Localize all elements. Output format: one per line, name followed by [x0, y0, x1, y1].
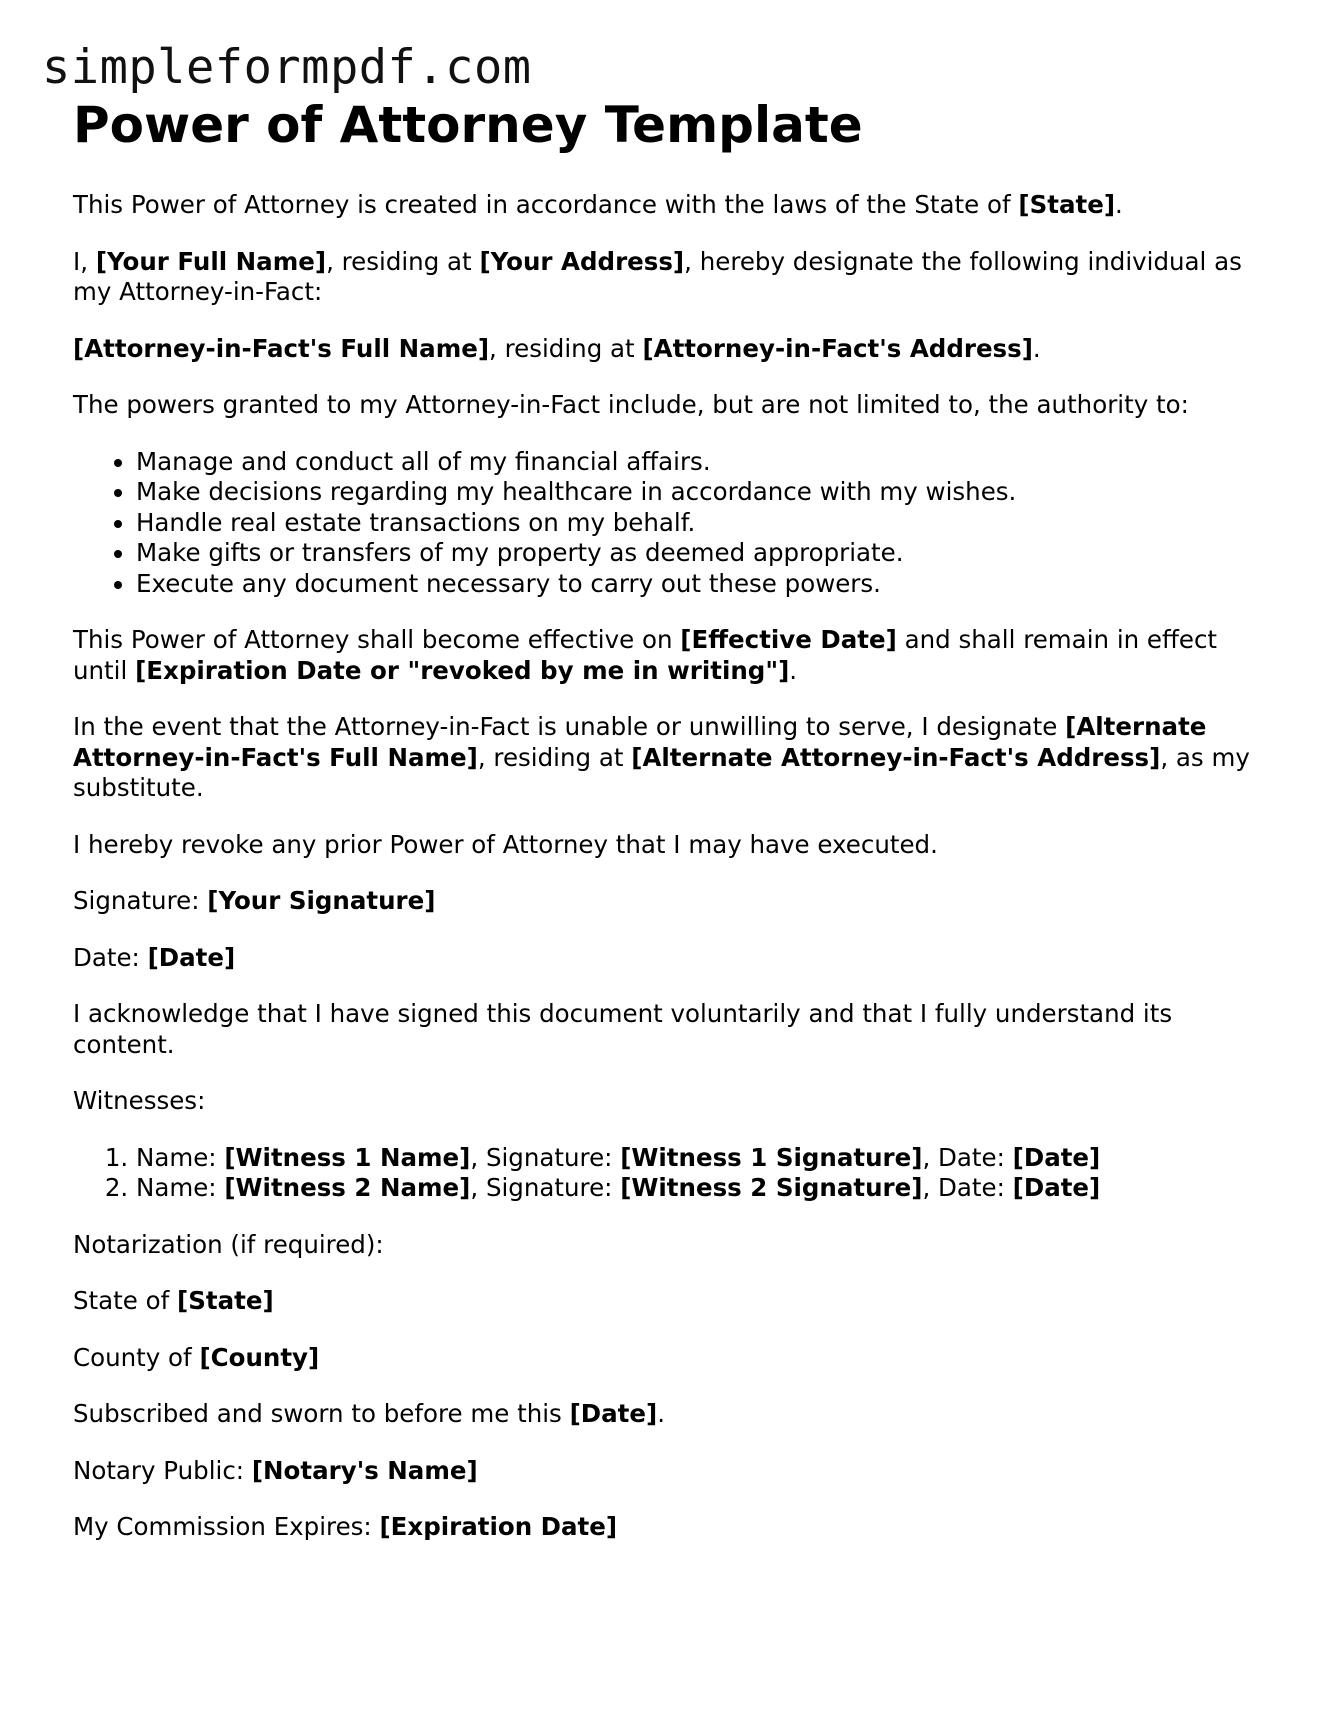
witnesses-list [73, 1143, 1263, 1204]
alternate-paragraph: In the event that the Attorney-in-Fact is unable or unwilling to serve, I designate [Alternate Attorney-in-Fact's Full Name], residing at [Alternate Attorney-in-Fact's Address], as my substitute. [73, 712, 1250, 802]
effective-date-placeholder: [Effective Date] [680, 625, 897, 654]
signature-placeholder: [Your Signature] [207, 886, 436, 915]
list-item: 2. Name: [Witness 2 Name], Signature: [Witness 2 Signature], Date: [Date] [136, 1173, 1263, 1204]
watermark: simpleformpdf.com [42, 40, 532, 95]
intro-paragraph: This Power of Attorney is created in accordance with the laws of the State of [State]. [73, 190, 1123, 219]
principal-paragraph: I, [Your Full Name], residing at [Your Address], hereby designate the following individual as my Attorney-in-Fact: [73, 246, 1242, 306]
principal-address-placeholder: [Your Address] [479, 246, 685, 276]
list-item: • Make gifts or transfers of my property as deemed appropriate. [136, 538, 1263, 569]
commission-date-placeholder: [Expiration Date] [379, 1512, 618, 1541]
witness-date-placeholder: [Date] [1012, 1173, 1101, 1202]
page-title: Power of Attorney Template [73, 96, 863, 154]
notary-name-placeholder: [Notary's Name] [251, 1455, 478, 1485]
alternate-name-placeholder: [Alternate Attorney-in-Fact's Full Name] [73, 712, 1207, 772]
witness-signature-placeholder: [Witness 1 Signature] [620, 1142, 923, 1172]
signature-line: Signature: [Your Signature] [73, 886, 436, 915]
list-item: • Handle real estate transactions on my behalf. [136, 508, 1263, 539]
list-item: 1. Name: [Witness 1 Name], Signature: [Witness 1 Signature], Date: [Date] [136, 1143, 1263, 1174]
witness-signature-placeholder: [Witness 2 Signature] [620, 1173, 923, 1202]
acknowledge-paragraph: I acknowledge that I have signed this document voluntarily and that I fully understand its content. [73, 999, 1173, 1059]
powers-intro: The powers granted to my Attorney-in-Fact include, but are not limited to, the authority to: [73, 390, 1189, 419]
list-item: • Execute any document necessary to carry out these powers. [136, 569, 1263, 600]
notary-state-placeholder: [State] [177, 1286, 274, 1315]
effective-paragraph: This Power of Attorney shall become effective on [Effective Date] and shall remain in effect until [Expiration Date or "revoked by me in writing"]. [73, 625, 1218, 685]
sworn-line: Subscribed and sworn to before me this [Date]. [73, 1399, 665, 1428]
document-body [73, 90, 1263, 1569]
revoke-paragraph: I hereby revoke any prior Power of Attorney that I may have executed. [73, 829, 938, 859]
list-item: • Manage and conduct all of my financial affairs. [136, 447, 1263, 478]
commission-line: My Commission Expires: [Expiration Date] [73, 1512, 618, 1541]
notary-state-line: State of [State] [73, 1286, 274, 1315]
witness-date-placeholder: [Date] [1012, 1142, 1101, 1172]
witness-name-placeholder: [Witness 1 Name] [224, 1142, 471, 1172]
alternate-address-placeholder: [Alternate Attorney-in-Fact's Address] [631, 742, 1161, 772]
notary-public-line: Notary Public: [Notary's Name] [73, 1455, 478, 1485]
agent-name-placeholder: [Attorney-in-Fact's Full Name] [73, 333, 490, 363]
principal-name-placeholder: [Your Full Name] [95, 246, 327, 276]
sworn-date-placeholder: [Date] [569, 1399, 658, 1428]
agent-address-placeholder: [Attorney-in-Fact's Address] [642, 333, 1033, 363]
notarization-heading: Notarization (if required): [73, 1229, 384, 1259]
witness-name-placeholder: [Witness 2 Name] [224, 1173, 471, 1202]
witnesses-heading: Witnesses: [73, 1086, 206, 1115]
agent-paragraph: [Attorney-in-Fact's Full Name], residing at [Attorney-in-Fact's Address]. [73, 333, 1041, 363]
date-line: Date: [Date] [73, 942, 236, 972]
date-placeholder: [Date] [147, 942, 236, 972]
notary-county-line: County of [County] [73, 1342, 320, 1372]
notary-county-placeholder: [County] [199, 1342, 320, 1372]
powers-list [73, 447, 1263, 600]
state-placeholder: [State] [1018, 190, 1116, 219]
expiration-placeholder: [Expiration Date or "revoked by me in writing"] [135, 655, 790, 685]
list-item: • Make decisions regarding my healthcare in accordance with my wishes. [136, 477, 1263, 508]
